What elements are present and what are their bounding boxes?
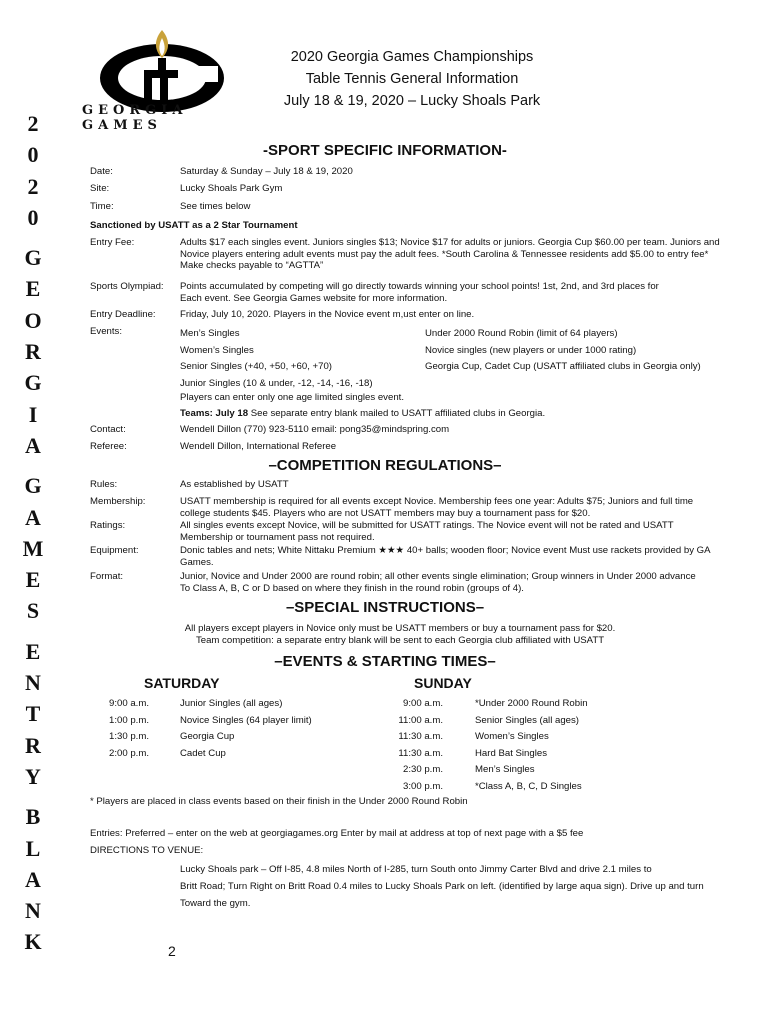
- sanctioned-note: Sanctioned by USATT as a 2 Star Tournament: [90, 220, 298, 231]
- rules-value: As established by USATT: [180, 479, 289, 490]
- event-item: Women’s Singles: [180, 344, 254, 356]
- format-line: To Class A, B, C or D based on where they finish in the round robin (groups of 4).: [180, 582, 524, 594]
- membership-line: USATT membership is required for all events except Novice. Membership fees one year: Adults $75; Juniors and full time: [180, 496, 694, 507]
- saturday-schedule: [90, 698, 370, 764]
- format-label: Format:: [90, 571, 124, 582]
- equipment-line: Games.: [180, 556, 214, 568]
- section-title-special: –SPECIAL INSTRUCTIONS–: [285, 599, 485, 616]
- side-letter: 0: [27, 142, 39, 168]
- logo-wordmark: GEORGIA GAMES: [82, 103, 188, 133]
- start-time: 3:00 p.m.: [403, 780, 443, 792]
- teams-note: [180, 408, 750, 420]
- schedule-row: [90, 715, 370, 732]
- date-value: Saturday & Sunday – July 18 & 19, 2020: [180, 166, 353, 177]
- side-vertical-title: [18, 108, 48, 958]
- time-label: Time:: [90, 201, 114, 212]
- ratings-line: All singles events except Novice, will be submitted for USATT ratings. The Novice event will not be rated and USATT: [180, 520, 674, 531]
- document-header: [262, 46, 562, 112]
- header-line-1: 2020 Georgia Games Championships: [290, 49, 534, 65]
- rules-label: Rules:: [90, 479, 118, 490]
- deadline-label: Entry Deadline:: [90, 309, 156, 320]
- start-time: 2:00 p.m.: [109, 747, 149, 759]
- directions-line: Britt Road; Turn Right on Britt Road 0.4 miles to Lucky Shoals Park on left. (identified by large aqua sign). Drive up and turn: [180, 881, 704, 892]
- special-line: All players except players in Novice only must be USATT members or buy a tournament pass for $20.: [184, 623, 616, 634]
- event-item: Senior Singles (+40, +50, +60, +70): [180, 361, 333, 373]
- sunday-heading: SUNDAY: [414, 675, 472, 691]
- side-letter: [18, 792, 48, 801]
- start-time: 11:30 a.m.: [398, 747, 443, 759]
- start-time: 1:30 p.m.: [109, 731, 149, 743]
- event-name: Men’s Singles: [475, 764, 535, 776]
- membership-label: Membership:: [90, 496, 146, 507]
- referee-label: Referee:: [90, 441, 127, 452]
- membership-line: college students $45. Players who are not USATT members may buy a tournament pass for $20.: [180, 507, 591, 519]
- row-events: [90, 326, 750, 396]
- special-line: Team competition: a separate entry blank will be sent to each Georgia club affiliated with USATT: [195, 634, 605, 646]
- teams-rest: See separate entry blank mailed to USATT affiliated clubs in Georgia.: [248, 408, 546, 419]
- side-letter: G: [24, 473, 42, 499]
- start-time: 11:00 a.m.: [398, 714, 443, 726]
- event-name: Georgia Cup: [180, 731, 235, 743]
- side-letter: A: [25, 866, 41, 892]
- header-line-3: July 18 & 19, 2020 – Lucky Shoals Park: [283, 93, 541, 109]
- referee-value: Wendell Dillon, International Referee: [180, 441, 337, 452]
- event-item: Novice singles (new players or under 1000 rating): [425, 344, 637, 356]
- schedule-row: [360, 764, 660, 781]
- deadline-value: Friday, July 10, 2020. Players in the Novice event m,ust enter on line.: [180, 309, 475, 320]
- side-letter: I: [28, 401, 38, 427]
- start-time: 9:00 a.m.: [109, 698, 149, 709]
- directions-line: Lucky Shoals park – Off I-85, 4.8 miles North of I-285, turn South onto Jimmy Carter Blvd and drive 2.1 miles to: [180, 864, 652, 875]
- event-item: Junior Singles (10 & under, -12, -14, -16, -18): [180, 377, 373, 389]
- schedule-row: [360, 731, 660, 748]
- class-events-note: * Players are placed in class events based on their finish in the Under 2000 Round Robin: [90, 796, 468, 807]
- event-name: Novice Singles (64 player limit): [180, 714, 312, 726]
- schedule-row: [90, 748, 370, 765]
- section-title-events: –EVENTS & STARTING TIMES–: [274, 653, 496, 670]
- entry-fee-line: Novice players entering adult events must pay the adult fees. *South Carolina & Tennessee residents add $5.00 to entry fee*: [180, 248, 709, 260]
- event-item: Georgia Cup, Cadet Cup (USATT affiliated clubs in Georgia only): [425, 361, 701, 373]
- one-age-note: Players can enter only one age limited singles event.: [180, 392, 404, 403]
- schedule-row: [360, 748, 660, 765]
- side-letter: T: [25, 701, 41, 727]
- row-entry-fee: [90, 237, 750, 277]
- directions-line: Toward the gym.: [180, 898, 251, 909]
- event-name: *Under 2000 Round Robin: [475, 698, 588, 709]
- side-letter: 2: [27, 173, 39, 199]
- event-name: Cadet Cup: [180, 747, 226, 759]
- side-letter: G: [24, 245, 42, 271]
- entry-fee-line: Make checks payable to “AGTTA”: [180, 260, 324, 272]
- side-letter: 2: [27, 111, 39, 136]
- side-letter: N: [25, 898, 41, 924]
- contact-label: Contact:: [90, 424, 126, 435]
- directions-text: [180, 861, 750, 912]
- page-number: 2: [168, 943, 176, 959]
- side-letter: B: [25, 804, 41, 830]
- entry-fee-line: Adults $17 each singles event. Juniors singles $13; Novice $17 for adults or juniors. Georgia Cup $60.00 per team. Juniors and: [180, 237, 720, 248]
- site-label: Site:: [90, 183, 110, 194]
- directions-label: DIRECTIONS TO VENUE:: [90, 845, 204, 856]
- olympiad-line: Points accumulated by competing will go directly towards winning your school points! 1st, 2nd, and 3rd places for: [180, 281, 659, 292]
- event-name: *Class A, B, C, D Singles: [475, 780, 582, 792]
- events-label: Events:: [90, 326, 122, 337]
- event-name: Hard Bat Singles: [475, 747, 547, 759]
- ratings-line: Membership or tournament pass not required.: [180, 531, 375, 543]
- entry-fee-label: Entry Fee:: [90, 237, 135, 248]
- schedule-row: [360, 698, 660, 715]
- side-letter: A: [25, 432, 41, 458]
- equipment-label: Equipment:: [90, 545, 139, 556]
- saturday-heading: SATURDAY: [144, 675, 220, 691]
- side-letter: [18, 233, 48, 242]
- side-letter: R: [25, 339, 41, 365]
- special-instructions: [90, 623, 710, 646]
- format-line: Junior, Novice and Under 2000 are round robin; all other events single elimination; Group winners in Under 2000 advance: [180, 571, 696, 582]
- side-letter: E: [25, 638, 41, 664]
- start-time: 1:00 p.m.: [109, 714, 149, 726]
- sunday-schedule: [360, 698, 660, 798]
- side-letter: E: [25, 567, 41, 593]
- side-letter: 0: [27, 204, 39, 230]
- event-name: Junior Singles (all ages): [180, 698, 283, 709]
- site-value: Lucky Shoals Park Gym: [180, 183, 283, 194]
- entries-line: Entries: Preferred – enter on the web at georgiagames.org Enter by mail at address at top of next page with a $5 fee: [90, 828, 584, 839]
- ratings-label: Ratings:: [90, 520, 126, 531]
- header-line-2: Table Tennis General Information: [305, 71, 519, 87]
- olympiad-line: Each event. See Georgia Games website for more information.: [180, 292, 448, 304]
- start-time: 9:00 a.m.: [403, 698, 443, 709]
- time-value: See times below: [180, 201, 251, 212]
- schedule-row: [90, 698, 370, 715]
- equipment-line: Donic tables and nets; White Nittaku Premium ★★★ 40+ balls; wooden floor; Novice event Must use rackets provided by GA: [180, 545, 711, 556]
- side-letter: N: [25, 670, 41, 696]
- side-letter: L: [25, 835, 41, 861]
- side-letter: G: [24, 370, 42, 396]
- side-letter: A: [25, 504, 41, 530]
- side-letter: Y: [25, 763, 41, 789]
- side-letter: O: [24, 307, 42, 333]
- event-item: Men’s Singles: [180, 328, 240, 339]
- side-letter: M: [22, 535, 44, 561]
- olympiad-label: Sports Olympiad:: [90, 281, 164, 292]
- event-name: Senior Singles (all ages): [475, 714, 579, 726]
- side-letter: S: [26, 598, 40, 624]
- side-letter: [18, 461, 48, 470]
- event-name: Women’s Singles: [475, 731, 549, 743]
- section-title-sport: -SPORT SPECIFIC INFORMATION-: [263, 142, 507, 159]
- date-label: Date:: [90, 166, 113, 177]
- side-letter: [18, 627, 48, 636]
- start-time: 11:30 a.m.: [398, 731, 443, 743]
- schedule-row: [360, 715, 660, 732]
- event-item: Under 2000 Round Robin (limit of 64 players): [425, 328, 618, 339]
- side-letter: R: [25, 732, 41, 758]
- schedule-row: [90, 731, 370, 748]
- teams-bold: Teams: July 18: [180, 408, 249, 419]
- section-title-regulations: –COMPETITION REGULATIONS–: [268, 457, 502, 474]
- contact-value: Wendell Dillon (770) 923-5110 email: pong35@mindspring.com: [180, 424, 450, 435]
- side-letter: K: [24, 929, 42, 955]
- side-letter: E: [25, 276, 41, 302]
- start-time: 2:30 p.m.: [403, 764, 443, 776]
